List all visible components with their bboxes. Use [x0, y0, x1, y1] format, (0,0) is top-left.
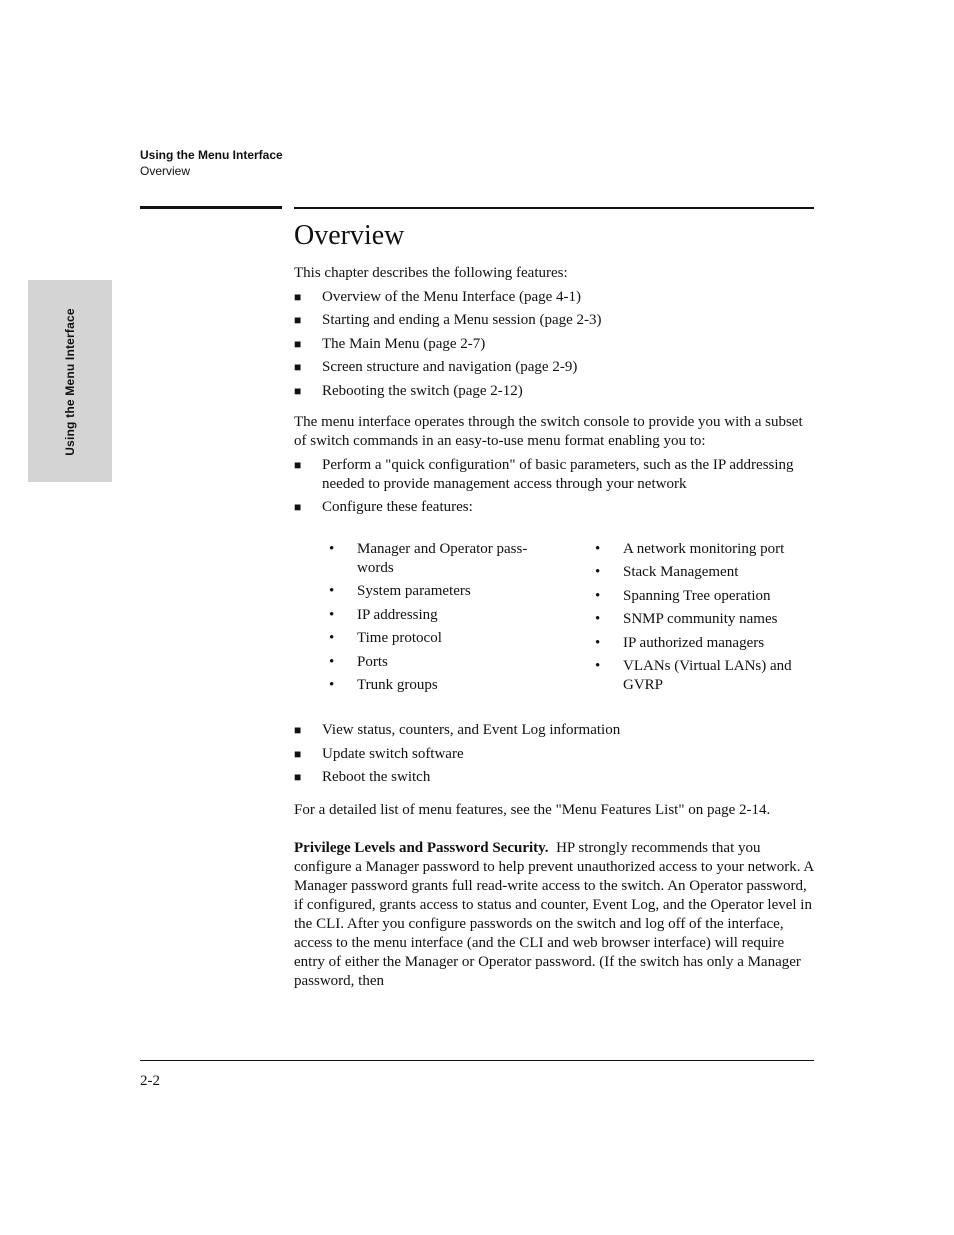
- square-bullet-icon: ■: [294, 313, 302, 328]
- more-ability-list: [294, 721, 816, 787]
- intro-paragraph: This chapter describes the following features:: [294, 265, 568, 281]
- bullet-icon: •: [329, 630, 335, 647]
- menu-interface-paragraph: The menu interface operates through the switch console to provide you with a subset of switch commands in an easy-to-use menu format enabling you to:: [294, 413, 803, 449]
- list-item: • Manager and Operator pass-words: [329, 540, 528, 576]
- bullet-icon: •: [595, 587, 601, 604]
- config-feature-list-left: [329, 540, 559, 699]
- list-item: • Ports: [329, 653, 388, 670]
- menu-features-reference: For a detailed list of menu features, see the "Menu Features List" on page 2-14.: [294, 802, 771, 819]
- list-item: • VLANs (Virtual LANs) and GVRP: [595, 657, 792, 693]
- list-item: • System parameters: [329, 583, 471, 600]
- list-item: • SNMP community names: [595, 611, 778, 628]
- square-bullet-icon: ■: [294, 723, 302, 738]
- list-item: • IP authorized managers: [595, 634, 765, 651]
- list-item: ■ Update switch software: [294, 745, 464, 762]
- running-head: [140, 147, 283, 179]
- main-content: [294, 218, 816, 991]
- list-item: • Stack Management: [595, 564, 739, 581]
- list-item: ■ Configure these features:: [294, 498, 473, 515]
- privilege-levels-paragraph: [294, 839, 816, 991]
- list-item: ■ Perform a "quick configuration" of basic parameters, such as the IP addressing needed to provide management access through your network: [294, 456, 794, 492]
- header-rule-left: [140, 206, 282, 209]
- list-item: • Spanning Tree operation: [595, 587, 771, 604]
- header-rule-right: [294, 207, 814, 209]
- footer-rule: [140, 1060, 814, 1061]
- page-number: 2-2: [140, 1073, 160, 1089]
- square-bullet-icon: ■: [294, 290, 302, 304]
- bullet-icon: •: [329, 583, 335, 600]
- square-bullet-icon: ■: [294, 336, 302, 351]
- list-item: • Trunk groups: [329, 676, 438, 693]
- bullet-icon: •: [329, 540, 335, 557]
- bullet-icon: •: [595, 634, 601, 651]
- list-item: ■ Screen structure and navigation (page 2-9): [294, 359, 578, 376]
- page-title: Overview: [294, 220, 405, 251]
- bullet-icon: •: [329, 676, 335, 693]
- bullet-icon: •: [329, 653, 335, 670]
- running-head-chapter: Using the Menu Interface: [140, 148, 283, 162]
- list-item: ■ Reboot the switch: [294, 769, 431, 786]
- list-item: ■ View status, counters, and Event Log information: [294, 722, 621, 739]
- square-bullet-icon: ■: [294, 499, 302, 514]
- privilege-levels-body: HP strongly recommends that you configure a Manager password to help prevent unauthorized access to your network. A Manager password grants full read-write access to the switch. An Operator password, if configured, grants access to status and counter, Event Log, and the Operator level in the CLI. After you configure passwords on the switch and log off of the interface, access to the menu interface (and the CLI and web browser interface) will require entry of either the Manager or Operator password. (If the switch has only a Manager password, then: [294, 840, 814, 990]
- ability-list: [294, 456, 816, 517]
- feature-list: [294, 288, 816, 401]
- list-item: ■ Starting and ending a Menu session (page 2-3): [294, 312, 602, 329]
- config-feature-columns: [294, 540, 816, 699]
- list-item: • Time protocol: [329, 630, 442, 647]
- bullet-icon: •: [329, 606, 335, 623]
- square-bullet-icon: ■: [294, 770, 302, 785]
- config-feature-list-right: [595, 540, 795, 699]
- square-bullet-icon: ■: [294, 360, 302, 375]
- bullet-icon: •: [595, 657, 601, 674]
- square-bullet-icon: ■: [294, 746, 302, 761]
- bullet-icon: •: [595, 611, 601, 628]
- privilege-levels-heading: Privilege Levels and Password Security.: [294, 840, 549, 857]
- side-tab-label: Using the Menu Interface: [63, 308, 77, 456]
- list-item: ■ Rebooting the switch (page 2-12): [294, 382, 523, 399]
- bullet-icon: •: [595, 540, 601, 557]
- square-bullet-icon: ■: [294, 383, 302, 398]
- list-item: • IP addressing: [329, 606, 438, 623]
- square-bullet-icon: ■: [294, 457, 302, 472]
- list-item: ■ Overview of the Menu Interface (page 4-1): [294, 289, 582, 305]
- bullet-icon: •: [595, 564, 601, 581]
- running-head-section: Overview: [140, 164, 191, 178]
- list-item: • A network monitoring port: [595, 540, 785, 557]
- list-item: ■ The Main Menu (page 2-7): [294, 335, 486, 352]
